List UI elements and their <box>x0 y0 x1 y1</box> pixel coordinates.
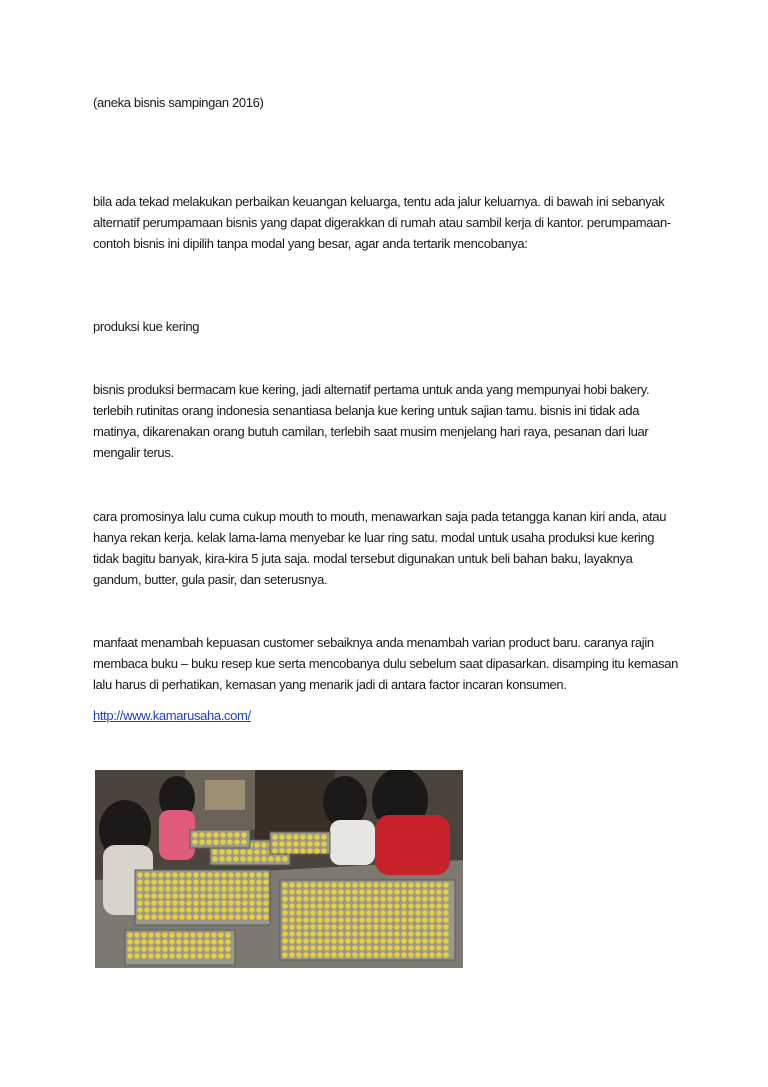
intro-paragraph: bila ada tekad melakukan perbaikan keuangan keluarga, tentu ada jalur keluarnya. di bawah ini sebanyak alternatif perumpamaan bisnis yang dapat digerakkan di rumah atau sambil kerja di kantor. perumpamaan-contoh bisnis ini dipilih tanpa modal yang besar, agar anda tertarik mencobanya: <box>93 194 671 251</box>
source-link[interactable]: http://www.kamarusaha.com/ <box>93 708 251 723</box>
body-paragraph-2: cara promosinya lalu cuma cukup mouth to mouth, menawarkan saja pada tetangga kanan kiri anda, atau hanya rekan kerja. kelak lama-lama menyebar ke luar ring satu. modal untuk usaha produksi kue kering tidak bagitu banyak, kira-kira 5 juta saja. modal tersebut digunakan untuk beli bahan baku, layaknya gandum, butter, gula pasir, dan seterusnya. <box>93 509 667 587</box>
cookie-production-photo <box>95 770 463 968</box>
document-subtitle: (aneka bisnis sampingan 2016) <box>93 95 264 110</box>
body-paragraph-1: bisnis produksi bermacam kue kering, jadi alternatif pertama untuk anda yang mempunyai hobi bakery. terlebih rutinitas orang indonesia senantiasa belanja kue kering untuk sajian tamu. bisnis ini tidak ada matinya, dikarenakan orang butuh camilan, terlebih saat musim menjelang hari raya, pesanan dari luar mengalir terus. <box>93 382 650 460</box>
body-paragraph-3: manfaat menambah kepuasan customer sebaiknya anda menambah varian product baru. caranya rajin membaca buku – buku resep kue serta mencobanya dulu sebelum saat dipasarkan. disamping itu kemasan lalu harus di perhatikan, kemasan yang menarik jadi di antara factor incaran konsumen. <box>93 635 679 692</box>
section-heading: produksi kue kering <box>93 319 200 334</box>
